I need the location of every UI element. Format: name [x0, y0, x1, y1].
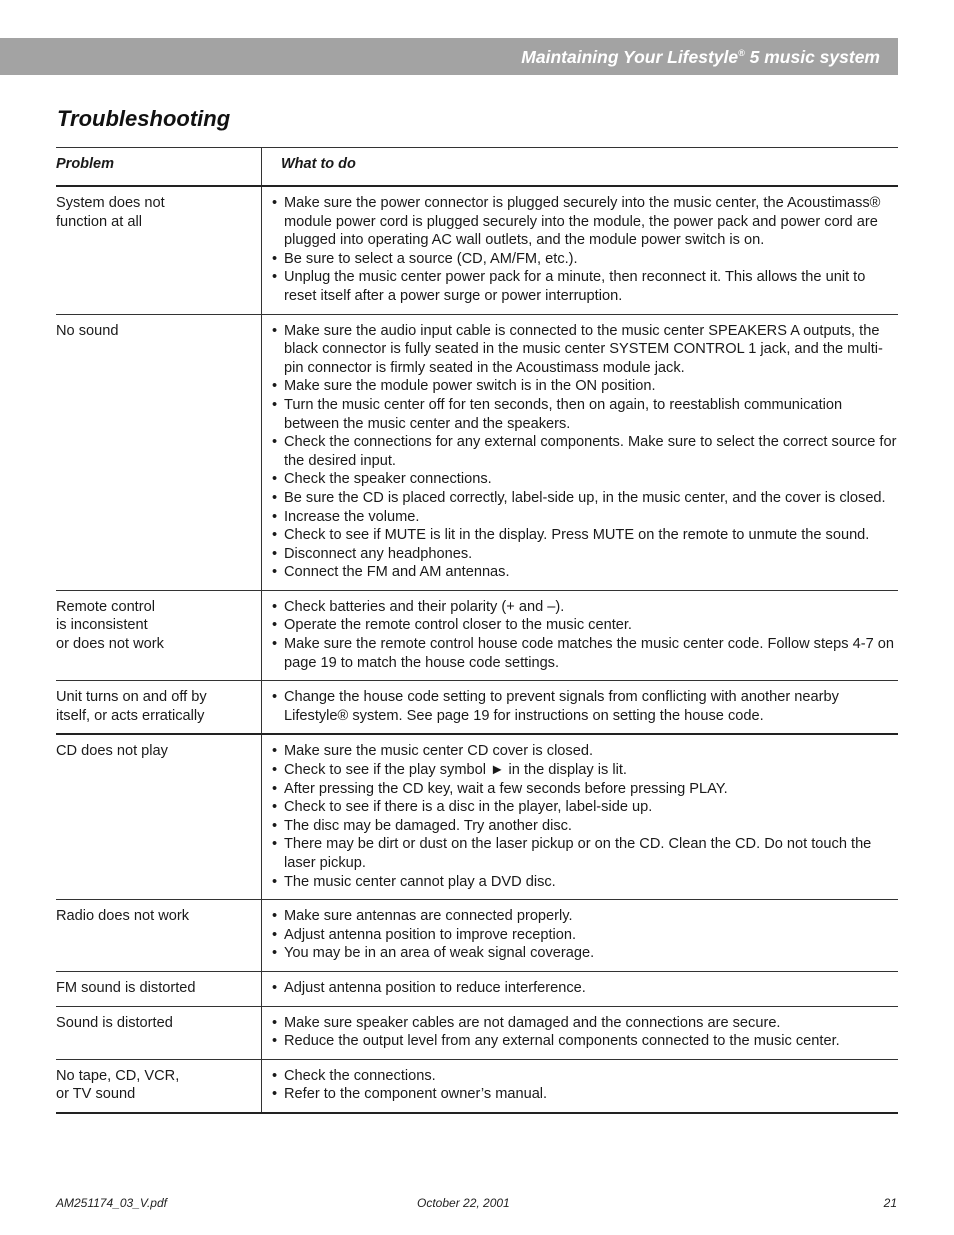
- problem-cell: [56, 591, 261, 680]
- what-to-do-cell: [261, 681, 898, 733]
- bullet-icon: •: [272, 636, 278, 653]
- problem-cell: [56, 1007, 261, 1059]
- bullet-icon: •: [272, 396, 278, 413]
- list-item-text: Make sure speaker cables are not damaged and the connections are secure.: [284, 1014, 781, 1031]
- list-item-text: Check the connections.: [284, 1067, 436, 1084]
- list-item: [268, 761, 898, 780]
- list-item: [268, 979, 898, 998]
- table-header: [56, 148, 898, 187]
- page-title: Troubleshooting: [57, 106, 231, 131]
- problem-text: or does not work: [56, 636, 164, 653]
- list-item-text: Adjust antenna position to improve reception.: [284, 926, 577, 943]
- list-item-text: Disconnect any headphones.: [284, 545, 473, 562]
- problem-text: CD does not play: [56, 743, 168, 760]
- list-item-text: You may be in an area of weak signal coverage.: [284, 945, 595, 962]
- bullet-icon: •: [272, 780, 278, 797]
- list-item-text: The music center cannot play a DVD disc.: [284, 873, 556, 890]
- list-item-text: There may be dirt or dust on the laser pickup or on the CD. Clean the CD. Do not touch the laser pickup.: [284, 836, 872, 871]
- list-item: [268, 944, 898, 963]
- list-item-text: Check to see if MUTE is lit in the display. Press MUTE on the remote to unmute the sound.: [284, 527, 870, 544]
- list-item-text: Change the house code setting to prevent signals from conflicting with another nearby Lifestyle® system. See page 19 for instructions on setting the house code.: [284, 689, 839, 724]
- list-item-text: Adjust antenna position to reduce interference.: [284, 979, 586, 996]
- bullet-icon: •: [272, 945, 278, 962]
- list-item: [268, 635, 898, 672]
- list-item: [268, 268, 898, 305]
- bullet-icon: •: [272, 378, 278, 395]
- list-item-text: Make sure antennas are connected properly.: [284, 908, 573, 925]
- problem-text: No tape, CD, VCR,: [56, 1067, 180, 1084]
- problem-text: is inconsistent: [56, 617, 148, 634]
- list-item: [268, 926, 898, 945]
- bullet-icon: •: [272, 1067, 278, 1084]
- list-item: [268, 835, 898, 872]
- column-header-problem: Problem: [56, 156, 115, 172]
- troubleshooting-table: [56, 147, 898, 1114]
- list-item-text: Connect the FM and AM antennas.: [284, 564, 510, 581]
- what-to-do-cell: [261, 1060, 898, 1112]
- list-item: [268, 322, 898, 378]
- table-row: [56, 591, 898, 681]
- problem-text: function at all: [56, 213, 142, 230]
- bullet-icon: •: [272, 1086, 278, 1103]
- problem-cell: [56, 315, 261, 590]
- what-to-do-cell: [261, 187, 898, 314]
- list-item-text: Be sure the CD is placed correctly, label-side up, in the music center, and the cover is closed.: [284, 489, 886, 506]
- table-row: [56, 972, 898, 1007]
- bullet-icon: •: [272, 817, 278, 834]
- list-item: [268, 742, 898, 761]
- bullet-icon: •: [272, 471, 278, 488]
- problem-text: No sound: [56, 322, 119, 339]
- header-bar: [0, 38, 898, 75]
- what-to-do-cell: [261, 315, 898, 590]
- list-item: [268, 1085, 898, 1104]
- footer-page-number: 21: [883, 1196, 897, 1210]
- list-item: [268, 598, 898, 617]
- list-item-text: The disc may be damaged. Try another disc.: [284, 817, 572, 834]
- list-item-text: Make sure the module power switch is in the ON position.: [284, 378, 656, 395]
- list-item: [268, 250, 898, 269]
- problem-text: Sound is distorted: [56, 1014, 173, 1031]
- list-item: [268, 1014, 898, 1033]
- problem-text: Radio does not work: [56, 908, 190, 925]
- list-item-text: Make sure the audio input cable is connected to the music center SPEAKERS A outputs, the black connector is fully seated in the music center SYSTEM CONTROL 1 jack, and the multi-pin connector is firmly seated in the Acoustimass module jack.: [284, 322, 883, 376]
- list-item-text: Check the speaker connections.: [284, 471, 492, 488]
- list-item: [268, 1067, 898, 1086]
- problem-cell: [56, 972, 261, 1006]
- bullet-icon: •: [272, 269, 278, 286]
- bullet-icon: •: [272, 322, 278, 339]
- problem-text: or TV sound: [56, 1086, 136, 1103]
- bullet-icon: •: [272, 762, 278, 779]
- bullet-icon: •: [272, 545, 278, 562]
- bullet-icon: •: [272, 564, 278, 581]
- bullet-icon: •: [272, 195, 278, 211]
- list-item: [268, 563, 898, 582]
- table-row: [56, 900, 898, 972]
- table-row: [56, 735, 898, 900]
- bullet-icon: •: [272, 689, 278, 706]
- list-item-text: Increase the volume.: [284, 508, 420, 525]
- problem-text: System does not: [56, 195, 165, 211]
- list-item-text: Check to see if the play symbol ► in the display is lit.: [284, 762, 627, 779]
- list-item-text: Turn the music center off for ten seconds, then on again, to reestablish communication between the music center and the speakers.: [284, 396, 843, 432]
- bullet-icon: •: [272, 598, 278, 615]
- table-row: [56, 681, 898, 735]
- bullet-icon: •: [272, 434, 278, 451]
- bullet-icon: •: [272, 489, 278, 506]
- what-to-do-cell: [261, 972, 898, 1006]
- list-item: [268, 817, 898, 836]
- problem-cell: [56, 735, 261, 899]
- column-header-what-to-do: What to do: [261, 148, 898, 185]
- problem-text: itself, or acts erratically: [56, 707, 205, 724]
- problem-text: FM sound is distorted: [56, 979, 196, 996]
- table-row: [56, 1060, 898, 1114]
- header-title: Maintaining Your Lifestyle® 5 music system: [521, 47, 880, 67]
- list-item-text: Check the connections for any external components. Make sure to select the correct source for the desired input.: [284, 434, 897, 469]
- list-item: [268, 433, 898, 470]
- list-item: [268, 780, 898, 799]
- table-body: [56, 187, 898, 1114]
- list-item: [268, 1032, 898, 1051]
- list-item: [268, 545, 898, 564]
- problem-text: Remote control: [56, 598, 155, 615]
- list-item-text: Make sure the music center CD cover is closed.: [284, 743, 594, 760]
- list-item: [268, 907, 898, 926]
- list-item-text: Unplug the music center power pack for a minute, then reconnect it. This allows the unit to reset itself after a power surge or power interruption.: [284, 269, 866, 304]
- list-item: [268, 873, 898, 892]
- table-row: [56, 315, 898, 591]
- bullet-icon: •: [272, 1033, 278, 1050]
- list-item: [268, 798, 898, 817]
- list-item: [268, 396, 898, 433]
- bullet-icon: •: [272, 908, 278, 925]
- bullet-icon: •: [272, 743, 278, 760]
- list-item: [268, 688, 898, 725]
- table-row: [56, 1007, 898, 1060]
- list-item-text: Operate the remote control closer to the music center.: [284, 617, 632, 634]
- bullet-icon: •: [272, 617, 278, 634]
- what-to-do-cell: [261, 591, 898, 680]
- list-item: [268, 508, 898, 527]
- bullet-icon: •: [272, 979, 278, 996]
- footer-filename: AM251174_03_V.pdf: [56, 1196, 167, 1210]
- list-item-text: After pressing the CD key, wait a few seconds before pressing PLAY.: [284, 780, 728, 797]
- list-item-text: Make sure the remote control house code matches the music center code. Follow steps 4-7 on page 19 to match the house code settings.: [284, 636, 895, 671]
- list-item: [268, 489, 898, 508]
- bullet-icon: •: [272, 1014, 278, 1031]
- bullet-icon: •: [272, 799, 278, 816]
- problem-cell: [56, 900, 261, 971]
- bullet-icon: •: [272, 873, 278, 890]
- list-item-text: Refer to the component owner’s manual.: [284, 1086, 548, 1103]
- problem-cell: [56, 1060, 261, 1112]
- bullet-icon: •: [272, 836, 278, 853]
- bullet-icon: •: [272, 926, 278, 943]
- problem-cell: [56, 187, 261, 314]
- problem-cell: [56, 681, 261, 733]
- list-item-text: Check to see if there is a disc in the player, label-side up.: [284, 799, 653, 816]
- problem-text: Unit turns on and off by: [56, 689, 207, 706]
- what-to-do-cell: [261, 1007, 898, 1059]
- bullet-icon: •: [272, 508, 278, 525]
- table-row: [56, 187, 898, 315]
- what-to-do-cell: [261, 900, 898, 971]
- footer-date: October 22, 2001: [417, 1196, 510, 1210]
- what-to-do-cell: [261, 735, 898, 899]
- list-item: [268, 470, 898, 489]
- list-item-text: Be sure to select a source (CD, AM/FM, etc.).: [284, 250, 578, 267]
- list-item: [268, 194, 898, 250]
- list-item: [268, 616, 898, 635]
- bullet-icon: •: [272, 250, 278, 267]
- list-item: [268, 377, 898, 396]
- list-item-text: Check batteries and their polarity (+ and –).: [284, 598, 565, 615]
- list-item-text: Reduce the output level from any external components connected to the music center.: [284, 1033, 840, 1050]
- list-item-text: Make sure the power connector is plugged securely into the music center, the Acoustimass® module power cord is plugged securely into the module, the power pack and power cord are plugged into operating AC wall outlets, and the module power switch is on.: [284, 195, 881, 249]
- list-item: [268, 526, 898, 545]
- bullet-icon: •: [272, 527, 278, 544]
